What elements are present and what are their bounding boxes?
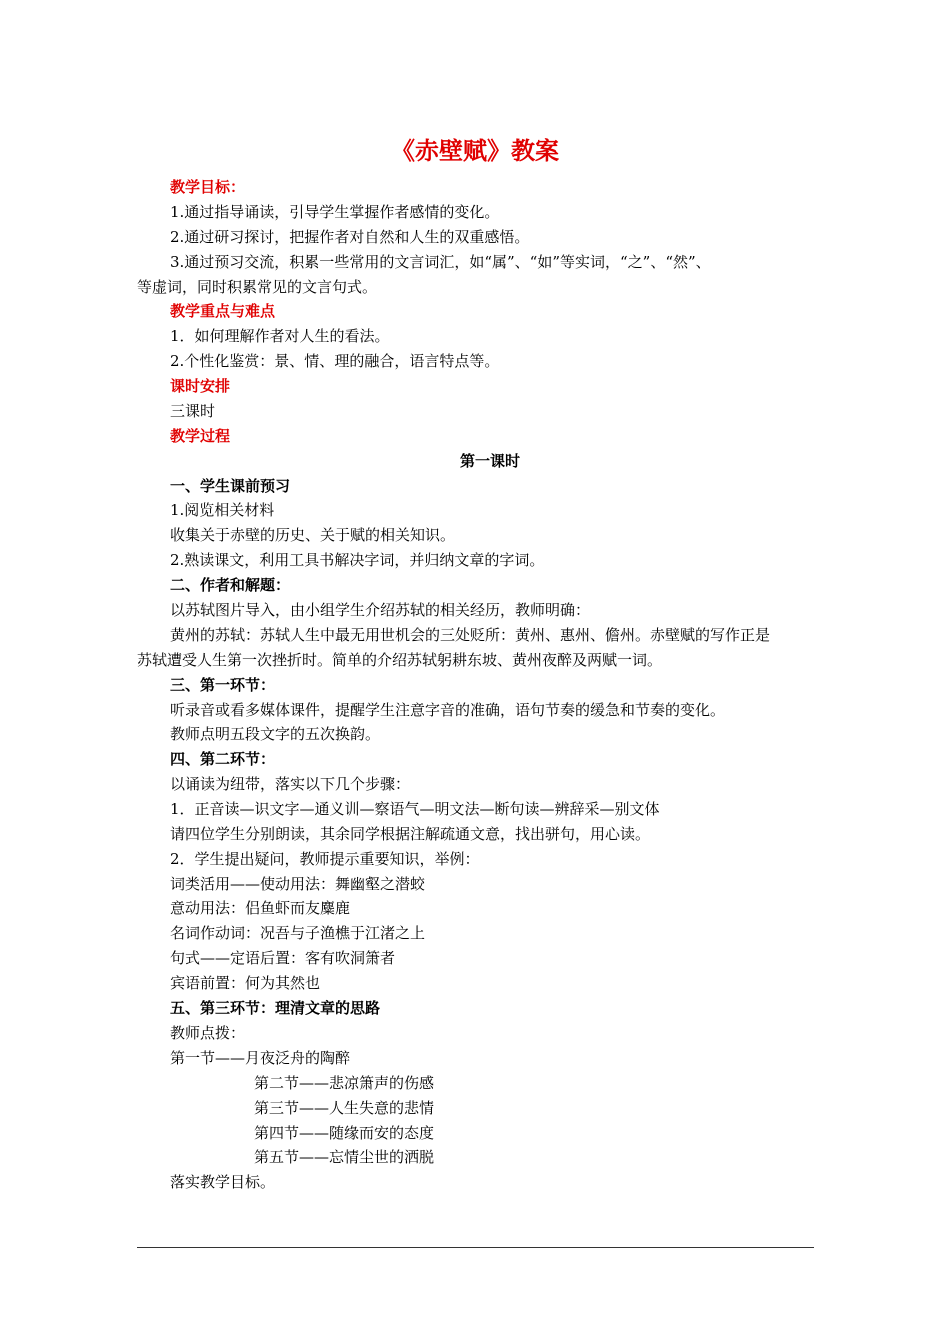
heading-schedule: 课时安排 — [170, 377, 231, 395]
section-4-line-3: 请四位学生分别朗读，其余同学根据注解疏通文意，找出骈句，用心读。 — [170, 825, 651, 843]
section-4-line-4: 2．学生提出疑问，教师提示重要知识，举例： — [170, 850, 480, 868]
key-point-1: 1．如何理解作者对人生的看法。 — [170, 327, 390, 345]
section-1-line-3: 2.熟读课文，利用工具书解决字词，并归纳文章的字词。 — [170, 551, 545, 569]
goal-line-3-cont: 等虚词，同时积累常见的文言句式。 — [137, 278, 378, 296]
heading-process: 教学过程 — [170, 427, 231, 445]
goal-line-2: 2.通过研习探讨，把握作者对自然和人生的双重感悟。 — [170, 228, 530, 246]
section-4-line-2: 1．正音读—识文字—通义训—察语气—明文法—断句读—辨辞采—别文体 — [170, 800, 660, 818]
section-4-line-1: 以诵读为纽带，落实以下几个步骤： — [170, 775, 411, 793]
section-2-heading: 二、作者和解题： — [170, 576, 291, 594]
document-title: 《赤壁赋》教案 — [391, 137, 559, 165]
section-1-line-1: 1.阅览相关材料 — [170, 501, 275, 519]
section-2-line-2: 黄州的苏轼：苏轼人生中最无用世机会的三处贬所：黄州、惠州、儋州。赤壁赋的写作正是 — [170, 626, 771, 644]
section-5-heading: 五、第三环节：理清文章的思路 — [170, 999, 381, 1017]
outline-part-3: 第三节——人生失意的悲情 — [254, 1099, 435, 1117]
outline-part-4: 第四节——随缘而安的态度 — [254, 1124, 435, 1142]
section-4-line-9: 宾语前置：何为其然也 — [170, 974, 321, 992]
section-4-line-7: 名词作动词：况吾与子渔樵于江渚之上 — [170, 924, 426, 942]
footer-divider — [137, 1247, 814, 1248]
section-4-line-5: 词类活用——使动用法：舞幽壑之潜蛟 — [170, 875, 426, 893]
goal-line-1: 1.通过指导诵读，引导学生掌握作者感情的变化。 — [170, 203, 500, 221]
section-3-heading: 三、第一环节： — [170, 676, 276, 694]
section-5-line-1: 教师点拨： — [170, 1024, 246, 1042]
key-point-2: 2.个性化鉴赏：景、情、理的融合，语言特点等。 — [170, 352, 500, 370]
section-4-line-6: 意动用法：侣鱼虾而友麋鹿 — [170, 899, 351, 917]
section-4-line-8: 句式——定语后置：客有吹洞箫者 — [170, 949, 396, 967]
outline-part-1: 第一节——月夜泛舟的陶醉 — [170, 1049, 351, 1067]
heading-teaching-goals: 教学目标： — [170, 178, 246, 196]
section-1-line-2: 收集关于赤壁的历史、关于赋的相关知识。 — [170, 526, 456, 544]
lesson-one-heading: 第一课时 — [459, 452, 520, 470]
section-3-line-1: 听录音或看多媒体课件，提醒学生注意字音的准确，语句节奏的缓急和节奏的变化。 — [170, 701, 726, 719]
heading-key-points: 教学重点与难点 — [170, 302, 276, 320]
section-1-heading: 一、学生课前预习 — [170, 477, 291, 495]
outline-part-2: 第二节——悲凉箫声的伤感 — [254, 1074, 435, 1092]
goal-line-3: 3.通过预习交流，积累一些常用的文言词汇，如“属”、“如”等实词，“之”、“然”、 — [170, 253, 711, 271]
section-4-heading: 四、第二环节： — [170, 750, 276, 768]
schedule-text: 三课时 — [170, 402, 216, 420]
section-2-line-3: 苏轼遭受人生第一次挫折时。简单的介绍苏轼躬耕东坡、黄州夜醉及两赋一词。 — [137, 651, 663, 669]
section-2-line-1: 以苏轼图片导入，由小组学生介绍苏轼的相关经历，教师明确： — [170, 601, 591, 619]
outline-part-5: 第五节——忘情尘世的洒脱 — [254, 1148, 435, 1166]
section-5-closing: 落实教学目标。 — [170, 1173, 276, 1191]
section-3-line-2: 教师点明五段文字的五次换韵。 — [170, 725, 381, 743]
